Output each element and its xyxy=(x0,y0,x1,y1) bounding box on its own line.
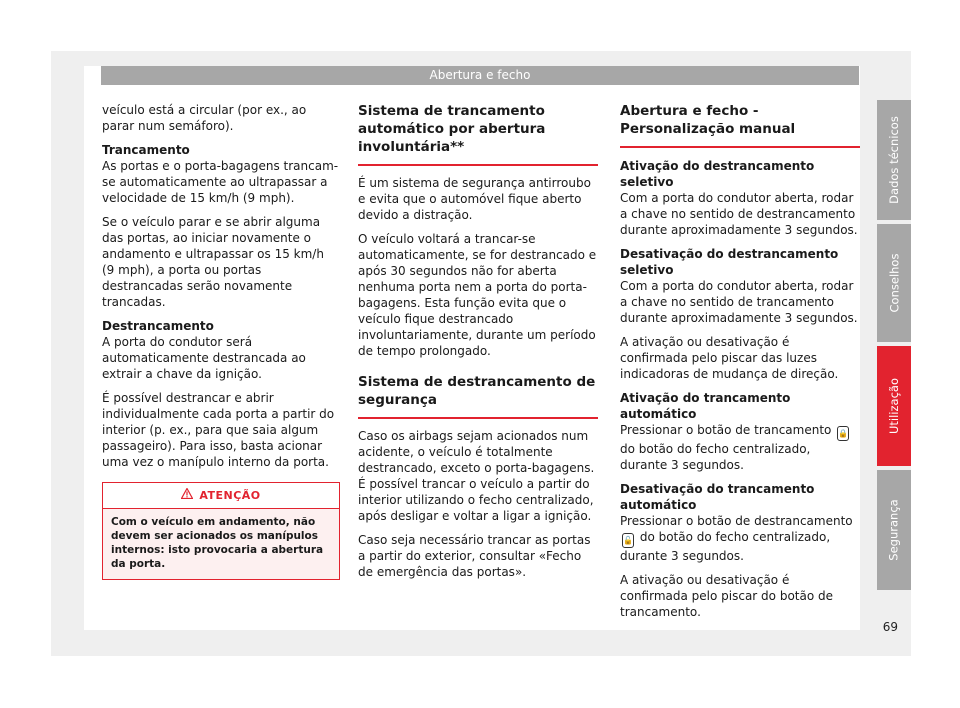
unlock-button-icon: 🔓 xyxy=(622,533,634,548)
tab-utilizacao[interactable] xyxy=(877,346,911,466)
paragraph: As portas e o porta-bagagens trancam-se automaticamente ao ultrapassar a velocidade de 15 km/h (9 mph). xyxy=(102,159,339,205)
column-2 xyxy=(358,102,598,588)
column-1 xyxy=(102,102,340,580)
paragraph: A ativação ou desativação é confirmada pelo piscar das luzes indicadoras de mudança de direção. xyxy=(620,335,839,381)
paragraph: Caso os airbags sejam acionados num acidente, o veículo é totalmente destrancado, exceto o porta-bagagens. É possível trancar o veículo a partir do interior utilizando o fecho centralizado, após desligar e voltar a ligar a ignição. xyxy=(358,429,595,523)
warning-triangle-icon xyxy=(181,488,193,504)
section-title-auto-lock: Sistema de trancamento automático por abertura involuntária** xyxy=(358,102,598,166)
paragraph: O veículo voltará a trancar-se automaticamente, se for destrancado e após 30 segundos não for aberta nenhuma porta nem a porta do porta-bagagens. Esta função evita que o veículo fique destrancado involuntariamente, durante um período de tempo prolongado. xyxy=(358,232,597,358)
paragraph: É possível destrancar e abrir individualmente cada porta a partir do interior (p. ex., para que saia algum passageiro). Para isso, basta acionar uma vez o manípulo interno da porta. xyxy=(102,391,335,469)
paragraph: Com a porta do condutor aberta, rodar a chave no sentido de trancamento durante aproximadamente 3 segundos. xyxy=(620,279,858,325)
label-activate-auto-lock: Ativação do trancamento automático xyxy=(620,391,791,421)
page-number: 69 xyxy=(882,620,898,634)
section-label-trancamento: Trancamento xyxy=(102,143,190,157)
section-title-personalization: Abertura e fecho - Personalização manual xyxy=(620,102,860,148)
section-label-destrancamento: Destrancamento xyxy=(102,319,214,333)
label-activate-selective-unlock: Ativação do destrancamento seletivo xyxy=(620,159,815,189)
text: Pressionar o botão de trancamento xyxy=(620,423,832,437)
paragraph: A ativação ou desativação é confirmada pelo piscar do botão de trancamento. xyxy=(620,573,833,619)
paragraph-lock-button xyxy=(620,422,860,473)
warning-header xyxy=(103,483,339,509)
text: Pressionar o botão de destrancamento xyxy=(620,514,853,528)
warning-box xyxy=(102,482,340,580)
tab-label: Utilização xyxy=(887,377,902,435)
page-header: Abertura e fecho xyxy=(101,66,859,85)
column-3 xyxy=(620,102,860,628)
tab-label: Dados técnicos xyxy=(887,116,902,204)
paragraph-unlock-button xyxy=(620,513,860,564)
text: do botão do fecho centralizado, durante 3 segundos. xyxy=(620,442,811,472)
warning-text: Com o veículo em andamento, não devem ser acionados os manípulos internos: isto provocaria a abertura da porta. xyxy=(111,516,324,570)
text: do botão do fecho centralizado, durante 3 segundos. xyxy=(620,530,831,563)
paragraph: É um sistema de segurança antirroubo e evita que o automóvel fique aberto devido a distração. xyxy=(358,176,591,222)
tab-dados-tecnicos[interactable] xyxy=(877,100,911,220)
warning-label: ATENÇÃO xyxy=(199,489,261,502)
paragraph: Com a porta do condutor aberta, rodar a chave no sentido de destrancamento durante aproximadamente 3 segundos. xyxy=(620,191,858,237)
label-deactivate-selective-unlock: Desativação do destrancamento seletivo xyxy=(620,247,839,277)
paragraph: Se o veículo parar e se abrir alguma das portas, ao iniciar novamente o andamento e ultrapassar os 15 km/h (9 mph), a porta ou portas destrancadas serão novamente trancadas. xyxy=(102,215,324,309)
tab-seguranca[interactable] xyxy=(877,470,911,590)
tab-label: Segurança xyxy=(887,499,901,561)
paragraph: Caso seja necessário trancar as portas a partir do exterior, consultar «Fecho de emergência das portas». xyxy=(358,533,591,579)
lock-button-icon: 🔒 xyxy=(837,426,849,441)
label-deactivate-auto-lock: Desativação do trancamento automático xyxy=(620,482,815,512)
section-title-safety-unlock: Sistema de destrancamento de segurança xyxy=(358,373,598,419)
tab-conselhos[interactable] xyxy=(877,224,911,342)
tab-label: Conselhos xyxy=(887,253,901,313)
paragraph: A porta do condutor será automaticamente destrancada ao extrair a chave da ignição. xyxy=(102,335,306,381)
intro-text: veículo está a circular (por ex., ao parar num semáforo). xyxy=(102,103,307,133)
